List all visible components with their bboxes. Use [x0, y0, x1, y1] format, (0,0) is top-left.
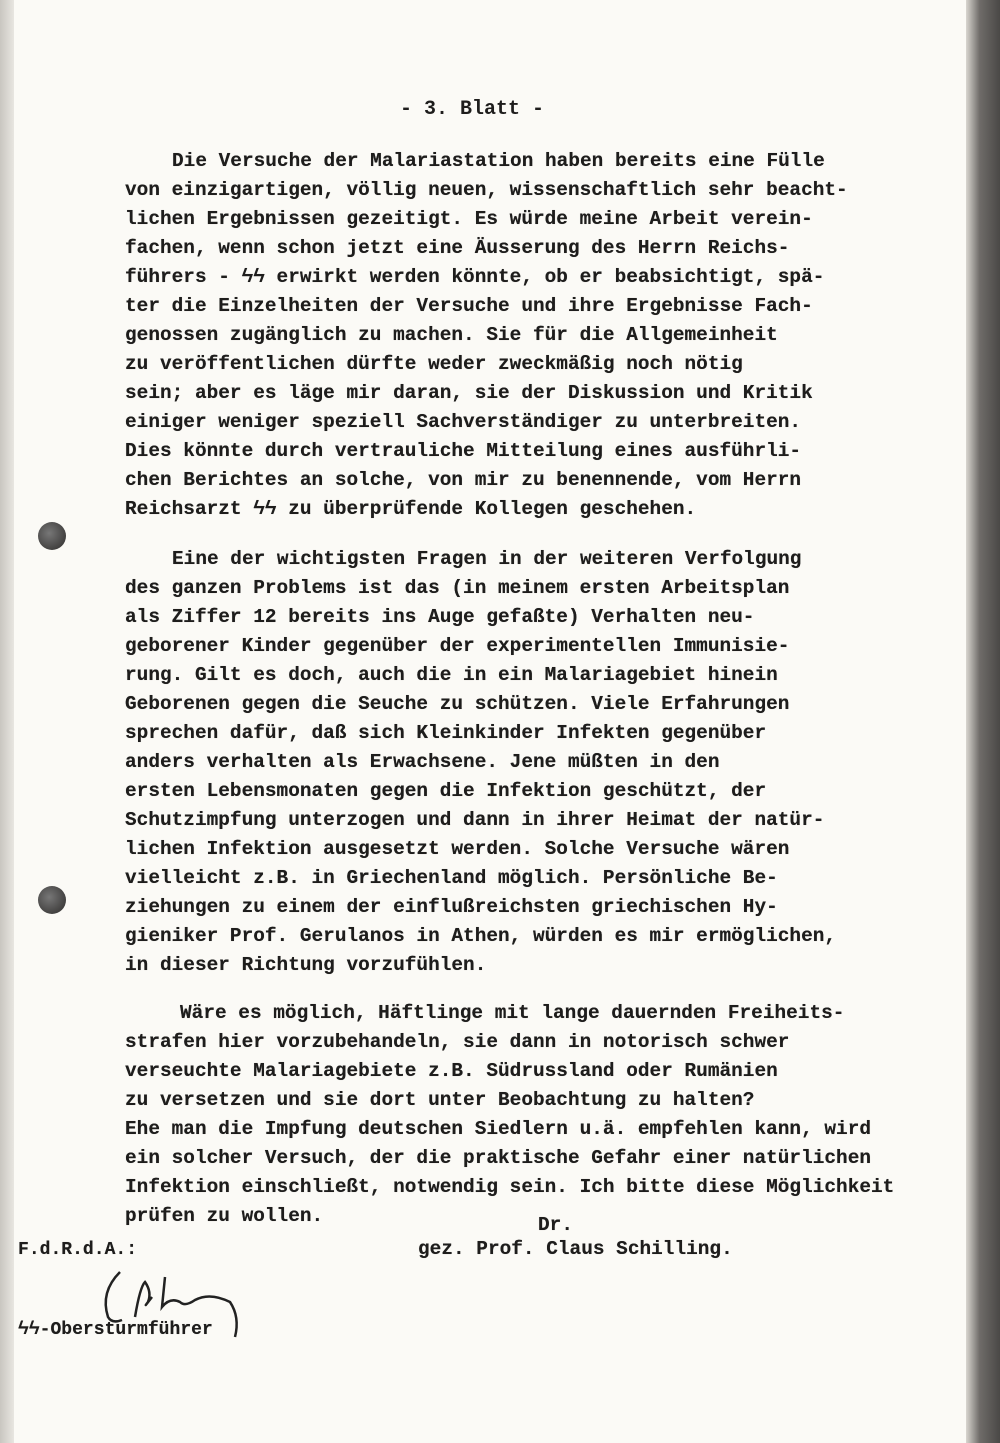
text-line: ziehungen zu einem der einflußreichsten griechischen Hy- — [125, 896, 778, 918]
text-line: anders verhalten als Erwachsene. Jene müßten in den — [125, 751, 720, 773]
text-line: als Ziffer 12 bereits ins Auge gefaßte) Verhalten neu- — [125, 606, 755, 628]
text-line: chen Berichtes an solche, von mir zu benennende, vom Herrn — [125, 469, 802, 491]
text-line: Infektion einschließt, notwendig sein. Ich bitte diese Möglichkeit — [125, 1176, 895, 1198]
punch-hole — [38, 886, 66, 914]
text-line: ein solcher Versuch, der die praktische Gefahr einer natürlichen — [125, 1147, 872, 1169]
text-line: ter die Einzelheiten der Versuche und ihre Ergebnisse Fach- — [125, 295, 813, 317]
certification-label: F.d.R.d.A.: — [18, 1240, 138, 1260]
text-line: verseuchte Malariagebiete z.B. Südrussland oder Rumänien — [125, 1060, 778, 1082]
text-line: einiger weniger speziell Sachverständiger zu unterbreiten. — [125, 411, 802, 433]
text-line: rung. Gilt es doch, auch die in ein Malariagebiet hinein — [125, 664, 778, 686]
text-line: prüfen zu wollen. — [125, 1205, 324, 1227]
text-line: Die Versuche der Malariastation haben bereits eine Fülle — [172, 150, 825, 172]
text-line: führers - ϟϟ erwirkt werden könnte, ob er beabsichtigt, spä- — [125, 266, 825, 288]
text-line: vielleicht z.B. in Griechenland möglich. Persönliche Be- — [125, 867, 778, 889]
text-line: von einzigartigen, völlig neuen, wissenschaftlich sehr beacht- — [125, 179, 848, 201]
text-line: geborener Kinder gegenüber der experimentellen Immunisie- — [125, 635, 790, 657]
page-number-heading: - 3. Blatt - — [400, 98, 545, 121]
text-line: sein; aber es läge mir daran, sie der Diskussion und Kritik — [125, 382, 813, 404]
text-line: Schutzimpfung unterzogen und dann in ihrer Heimat der natür- — [125, 809, 825, 831]
text-line: Reichsarzt ϟϟ zu überprüfende Kollegen geschehen. — [125, 498, 697, 520]
text-line: zu versetzen und sie dort unter Beobachtung zu halten? — [125, 1089, 755, 1111]
text-line: gieniker Prof. Gerulanos in Athen, würden es mir ermöglichen, — [125, 925, 837, 947]
text-line: lichen Ergebnissen gezeitigt. Es würde meine Arbeit verein- — [125, 208, 813, 230]
text-line: ersten Lebensmonaten gegen die Infektion geschützt, der — [125, 780, 767, 802]
text-line: Dies könnte durch vertrauliche Mitteilung eines ausführli- — [125, 440, 802, 462]
text-line: genossen zugänglich zu machen. Sie für die Allgemeinheit — [125, 324, 778, 346]
text-line: Wäre es möglich, Häftlinge mit lange dauernden Freiheits- — [180, 1002, 845, 1024]
text-line: sprechen dafür, daß sich Kleinkinder Infekten gegenüber — [125, 722, 767, 744]
binder-edge — [0, 0, 14, 1443]
text-line: Geborenen gegen die Seuche zu schützen. Viele Erfahrungen — [125, 693, 790, 715]
signature-title: Dr. — [538, 1214, 573, 1236]
text-line: Ehe man die Impfung deutschen Siedlern u.ä. empfehlen kann, wird — [125, 1118, 872, 1140]
text-line: lichen Infektion ausgesetzt werden. Solche Versuche wären — [125, 838, 790, 860]
rank-label: ϟϟ-Obersturmführer — [18, 1320, 213, 1340]
text-line: in dieser Richtung vorzufühlen. — [125, 954, 487, 976]
text-line: Eine der wichtigsten Fragen in der weiteren Verfolgung — [172, 548, 802, 570]
text-line: fachen, wenn schon jetzt eine Äusserung des Herrn Reichs- — [125, 237, 790, 259]
text-line: zu veröffentlichen dürfte weder zweckmäßig noch nötig — [125, 353, 743, 375]
text-line: strafen hier vorzubehandeln, sie dann in notorisch schwer — [125, 1031, 790, 1053]
punch-hole — [38, 522, 66, 550]
text-line: des ganzen Problems ist das (in meinem ersten Arbeitsplan — [125, 577, 790, 599]
signature-name: gez. Prof. Claus Schilling. — [418, 1238, 733, 1260]
page-edge-shadow — [966, 0, 1000, 1443]
